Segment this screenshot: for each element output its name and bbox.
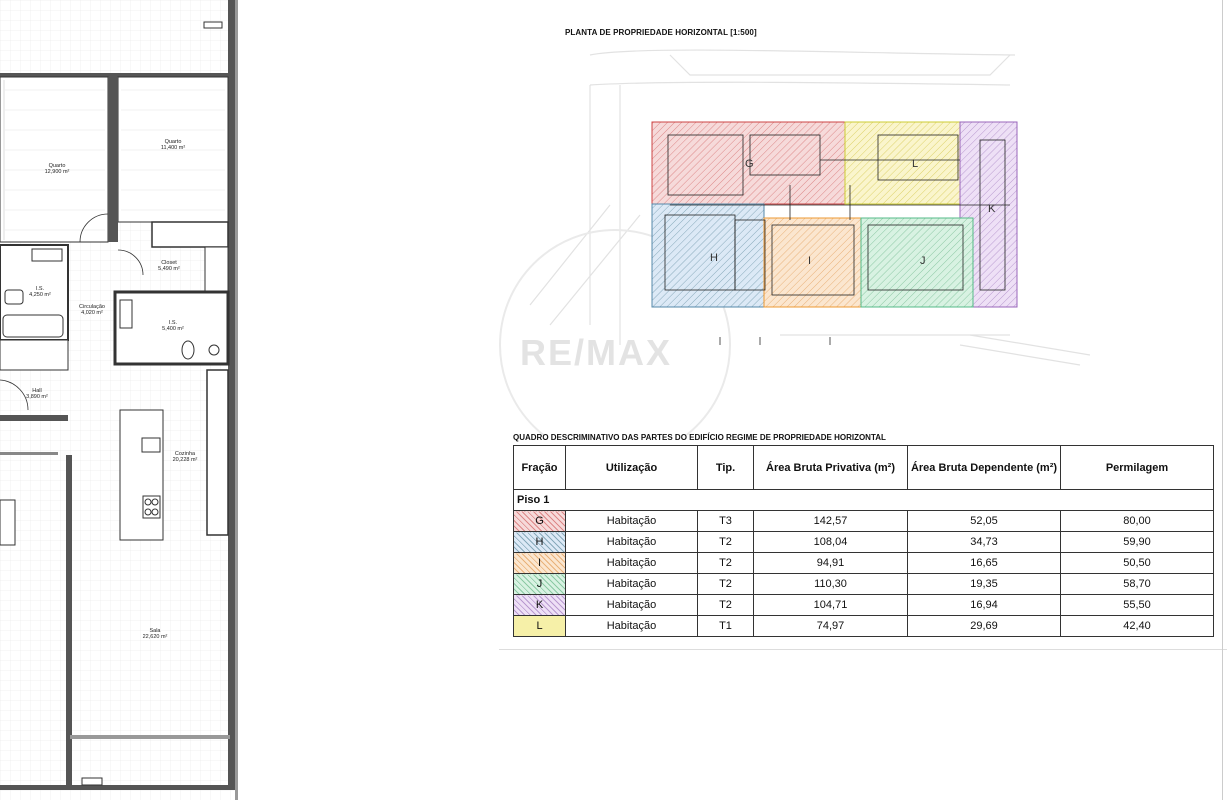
site-fraction-j: J: [920, 255, 926, 267]
site-fraction-k: K: [988, 203, 996, 215]
cell-dependente: 19,35: [908, 574, 1061, 595]
room-is-1: [18, 286, 62, 298]
room-area: 4,020 m²: [81, 310, 103, 316]
cell-permilagem: 55,50: [1061, 595, 1214, 616]
table-row: [514, 532, 1214, 553]
cell-utilizacao: Habitação: [566, 532, 698, 553]
room-circulacao: [67, 304, 117, 316]
fraction-swatch: [514, 553, 566, 574]
room-name: I.S.: [35, 286, 45, 292]
fraction-letter: G: [535, 515, 544, 527]
room-sala: [130, 628, 180, 640]
room-quarto-1: [32, 163, 82, 175]
room-quarto-2: [148, 139, 198, 151]
room-name: Sala: [149, 628, 161, 634]
room-area: 5,400 m²: [162, 326, 184, 332]
table-row: [514, 511, 1214, 532]
cell-tip: T2: [698, 574, 754, 595]
site-fraction-g: G: [745, 158, 754, 170]
table-row: [514, 595, 1214, 616]
header-tip: Tip.: [698, 446, 754, 490]
remax-watermark: RE/MAX: [520, 332, 673, 373]
room-name: Quarto: [164, 139, 182, 145]
cell-permilagem: 80,00: [1061, 511, 1214, 532]
cell-permilagem: 59,90: [1061, 532, 1214, 553]
cell-utilizacao: Habitação: [566, 511, 698, 532]
table-row: [514, 574, 1214, 595]
room-cozinha: [160, 451, 210, 463]
room-name: Hall: [32, 388, 42, 394]
cell-dependente: 16,94: [908, 595, 1061, 616]
cell-dependente: 52,05: [908, 511, 1061, 532]
cell-dependente: 29,69: [908, 616, 1061, 637]
room-area: 22,620 m²: [142, 634, 168, 640]
cell-permilagem: 58,70: [1061, 574, 1214, 595]
fraction-letter: K: [535, 599, 544, 611]
cell-tip: T2: [698, 595, 754, 616]
room-area: 5,490 m²: [158, 266, 180, 272]
table-title: QUADRO DESCRIMINATIVO DAS PARTES DO EDIFÍCIO REGIME DE PROPRIEDADE HORIZONTAL: [513, 433, 886, 442]
site-fraction-i: I: [808, 255, 812, 267]
header-area-dependente: Área Bruta Dependente (m²): [908, 446, 1061, 490]
cell-dependente: 16,65: [908, 553, 1061, 574]
table-row: [514, 553, 1214, 574]
table-section-row: [514, 490, 1214, 511]
section-label: Piso 1: [514, 490, 1214, 511]
site-plan-title: PLANTA DE PROPRIEDADE HORIZONTAL [1:500]: [565, 28, 757, 37]
header-area-privativa: Área Bruta Privativa (m²): [754, 446, 908, 490]
room-area: 20,228 m²: [172, 457, 198, 463]
fraction-table: [513, 445, 1214, 637]
fraction-swatch: [514, 574, 566, 595]
cell-tip: T3: [698, 511, 754, 532]
room-name: Circulação: [79, 304, 105, 310]
cell-utilizacao: Habitação: [566, 616, 698, 637]
fraction-letter: I: [537, 557, 542, 569]
divider: [499, 649, 1227, 650]
header-permilagem: Permilagem: [1061, 446, 1214, 490]
fraction-letter: H: [535, 536, 544, 548]
fraction-swatch: [514, 616, 566, 637]
room-name: I.S.: [168, 320, 178, 326]
site-plan-drawing: [490, 45, 1090, 435]
room-hall: [14, 388, 60, 400]
fraction-letter: L: [536, 620, 543, 632]
cell-tip: T1: [698, 616, 754, 637]
fraction-swatch: [514, 511, 566, 532]
room-name: Cozinha: [174, 451, 196, 457]
room-area: 12,900 m²: [44, 169, 70, 175]
cell-privativa: 142,57: [754, 511, 908, 532]
page-edge: [1222, 0, 1223, 800]
cell-utilizacao: Habitação: [566, 574, 698, 595]
room-area: 3,890 m²: [26, 394, 48, 400]
cell-permilagem: 42,40: [1061, 616, 1214, 637]
room-name: Closet: [161, 260, 177, 266]
room-name: Quarto: [48, 163, 66, 169]
cell-dependente: 34,73: [908, 532, 1061, 553]
cell-privativa: 74,97: [754, 616, 908, 637]
site-fraction-h: H: [710, 252, 718, 264]
cell-privativa: 108,04: [754, 532, 908, 553]
table-row: [514, 616, 1214, 637]
apartment-floor-plan: [0, 0, 250, 800]
room-area: 11,400 m²: [160, 145, 186, 151]
room-is-2: [150, 320, 196, 332]
fraction-swatch: [514, 532, 566, 553]
cell-permilagem: 50,50: [1061, 553, 1214, 574]
cell-utilizacao: Habitação: [566, 553, 698, 574]
table-header-row: [514, 446, 1214, 490]
room-area: 4,250 m²: [29, 292, 51, 298]
room-closet: [144, 260, 194, 272]
cell-privativa: 94,91: [754, 553, 908, 574]
header-utilizacao: Utilização: [566, 446, 698, 490]
cell-privativa: 110,30: [754, 574, 908, 595]
cell-utilizacao: Habitação: [566, 595, 698, 616]
fraction-swatch: [514, 595, 566, 616]
cell-tip: T2: [698, 532, 754, 553]
cell-tip: T2: [698, 553, 754, 574]
header-fracao: Fração: [514, 446, 566, 490]
cell-privativa: 104,71: [754, 595, 908, 616]
site-fraction-l: L: [912, 158, 919, 170]
fraction-letter: J: [536, 578, 543, 590]
